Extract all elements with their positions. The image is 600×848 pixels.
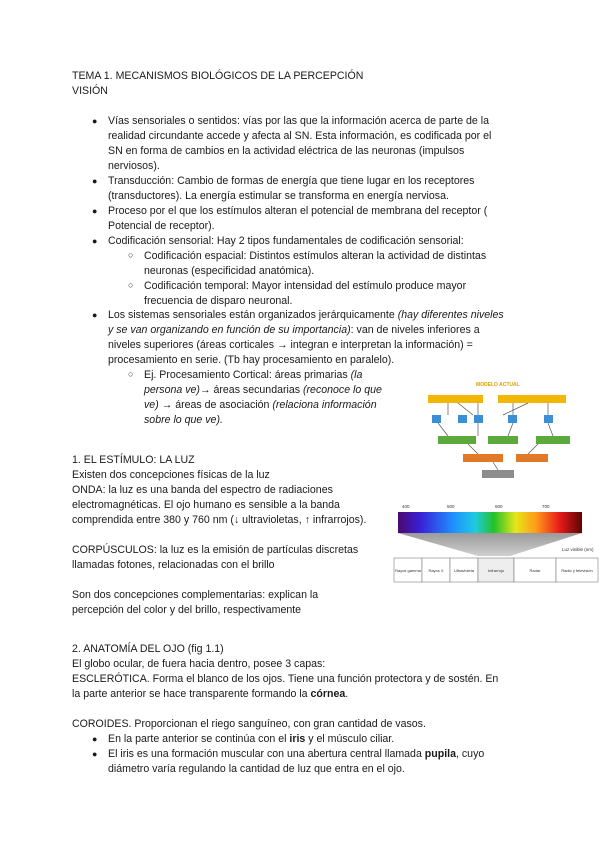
spectrum-box-label: Radar: [529, 568, 541, 573]
coroides-bullet-2-line-2: diámetro varía regulando la cantidad de luz que entra en el ojo.: [108, 763, 405, 775]
bullet-4b-line-1: Codificación temporal: Mayor intensidad del estímulo produce mayor: [144, 280, 467, 292]
level-box: [432, 415, 441, 423]
esclerotica-line-2: la parte anterior se hace transparente formando la córnea.: [72, 688, 349, 700]
level-box: [516, 454, 548, 462]
onda-line-2: electromagnéticas. El ojo humano es sensible a la banda: [72, 499, 340, 511]
bullet-3-line-1: Proceso por el que los estímulos alteran el potencial de membrana del receptor (: [108, 205, 488, 217]
coroides-bullet-2-line-1: El iris es una formación muscular con una abertura central llamada pupila, cuyo: [108, 748, 485, 760]
section-2-heading: 2. ANATOMÍA DEL OJO (fig 1.1): [72, 643, 224, 655]
spectrum-box-label: Radio y televisión: [561, 568, 593, 573]
term-cornea: córnea: [310, 688, 346, 700]
bullet-marker: ●: [92, 236, 98, 246]
sub-bullet-marker: ○: [128, 280, 134, 290]
bullet-marker: ●: [92, 116, 98, 126]
level-box: [474, 415, 483, 423]
hierarchy-diagram: [418, 378, 588, 480]
hierarchy-diagram-label: MODELO ACTUAL: [476, 382, 520, 388]
onda-line-3: comprendida entre 380 y 760 nm (↓ ultravioletas, ↑ infrarrojos).: [72, 514, 367, 526]
bullet-marker: ●: [92, 734, 98, 744]
spectrum-tick-700: 700: [542, 504, 550, 509]
spectrum-tick-600: 600: [495, 504, 503, 509]
level-box: [488, 436, 518, 444]
spectrum-side-label: Luz visible (nm): [562, 547, 594, 552]
level-box: [536, 436, 570, 444]
bullet-5-line-2: y se van organizando en función de su importancia): van de niveles inferiores a: [108, 324, 480, 336]
bullet-4-line-1: Codificación sensorial: Hay 2 tipos fundamentales de codificación sensorial:: [108, 235, 464, 247]
sub-bullet-marker: ○: [128, 250, 134, 260]
spectrum-box-label: Rayos X: [428, 568, 444, 573]
section-2-intro: El globo ocular, de fuera hacia dentro, posee 3 capas:: [72, 658, 326, 670]
bullet-5a-line-2: persona ve)→ áreas secundarias (reconoce lo que: [144, 384, 382, 396]
bullet-3-line-2: Potencial de receptor).: [108, 220, 215, 232]
bullet-4a-line-1: Codificación espacial: Distintos estímulos alteran la actividad de distintas: [144, 250, 487, 262]
complementarias-line-2: percepción del color y del brillo, respectivamente: [72, 604, 302, 616]
onda-line-1: ONDA: la luz es una banda del espectro de radiaciones: [72, 484, 333, 496]
spectrum-box-label: Infrarrojo: [487, 568, 505, 573]
section-1-heading: 1. EL ESTÍMULO: LA LUZ: [72, 454, 195, 466]
bullet-marker: ●: [92, 749, 98, 759]
bullet-4b-line-2: frecuencia de disparo neuronal.: [144, 295, 293, 307]
corpusculos-line-2: llamadas fotones, relacionadas con el brillo: [72, 559, 275, 571]
spectrum-box-label: Ultravioleta: [453, 568, 475, 573]
spectrum-diagram: [392, 502, 600, 586]
visible-spectrum-bar: [398, 512, 582, 533]
bullet-5-line-3: niveles superiores (áreas corticales → integran e interpretan la información) =: [108, 339, 473, 351]
complementarias-line-1: Son dos concepciones complementarias: explican la: [72, 589, 319, 601]
spectrum-tick-500: 500: [447, 504, 455, 509]
bullet-marker: ●: [92, 206, 98, 216]
bullet-2-line-2: (transductores). La energía estimular se transforma en energía nerviosa.: [108, 190, 449, 202]
bullet-4a-line-2: neuronas (especificidad anatómica).: [144, 265, 315, 277]
spectrum-box-label: Rayos gamma: [395, 568, 421, 573]
esclerotica-line-1: ESCLERÓTICA. Forma el blanco de los ojos. Tiene una función protectora y de sostén. En: [72, 673, 499, 685]
level-box: [508, 415, 517, 423]
bullet-1-line-2: realidad circundante accede y afecta al SN. Esta información, es codificada por el: [108, 130, 492, 142]
spectrum-funnel: [398, 533, 582, 556]
bullet-marker: ●: [92, 176, 98, 186]
bullet-5a-line-4: sobre lo que ve).: [144, 414, 223, 426]
bullet-5-line-4: procesamiento en serie. (Tb hay procesamiento en paralelo).: [108, 354, 395, 366]
term-pupila: pupila: [424, 748, 456, 760]
bullet-1-line-1: Vías sensoriales o sentidos: vías por las que la información acerca de parte de la: [108, 115, 489, 127]
level-box: [544, 415, 553, 423]
bullet-5a-line-1: Ej. Procesamiento Cortical: áreas primarias (la: [144, 369, 363, 381]
level-box: [428, 395, 483, 403]
level-box: [482, 470, 514, 478]
corpusculos-line-1: CORPÚSCULOS: la luz es la emisión de partículas discretas: [72, 544, 359, 556]
bullet-5a-line-3: ve) → áreas de asociación (relaciona información: [144, 399, 377, 411]
bullet-1-line-4: nerviosos).: [108, 160, 160, 172]
level-box: [438, 436, 476, 444]
document-subtitle: VISIÓN: [72, 85, 108, 97]
level-box: [463, 454, 503, 462]
bullet-5-line-1: Los sistemas sensoriales están organizados jerárquicamente (hay diferentes niveles: [108, 309, 504, 321]
coroides-bullet-1: En la parte anterior se continúa con el iris y el músculo ciliar.: [108, 733, 395, 745]
level-box: [498, 395, 566, 403]
sub-bullet-marker: ○: [128, 369, 134, 379]
bullet-1-line-3: SN en forma de cambios en la actividad eléctrica de las neuronas (impulsos: [108, 145, 465, 157]
document-title: TEMA 1. MECANISMOS BIOLÓGICOS DE LA PERCEPCIÓN: [72, 70, 364, 82]
bullet-2-line-1: Transducción: Cambio de formas de energía que tiene lugar en los receptores: [108, 175, 475, 187]
section-1-intro: Existen dos concepciones físicas de la luz: [72, 469, 270, 481]
coroides-line: COROIDES. Proporcionan el riego sanguíneo, con gran cantidad de vasos.: [72, 718, 426, 730]
spectrum-tick-400: 400: [402, 504, 410, 509]
term-iris: iris: [289, 733, 306, 745]
bullet-marker: ●: [92, 310, 98, 320]
level-box: [458, 415, 467, 423]
